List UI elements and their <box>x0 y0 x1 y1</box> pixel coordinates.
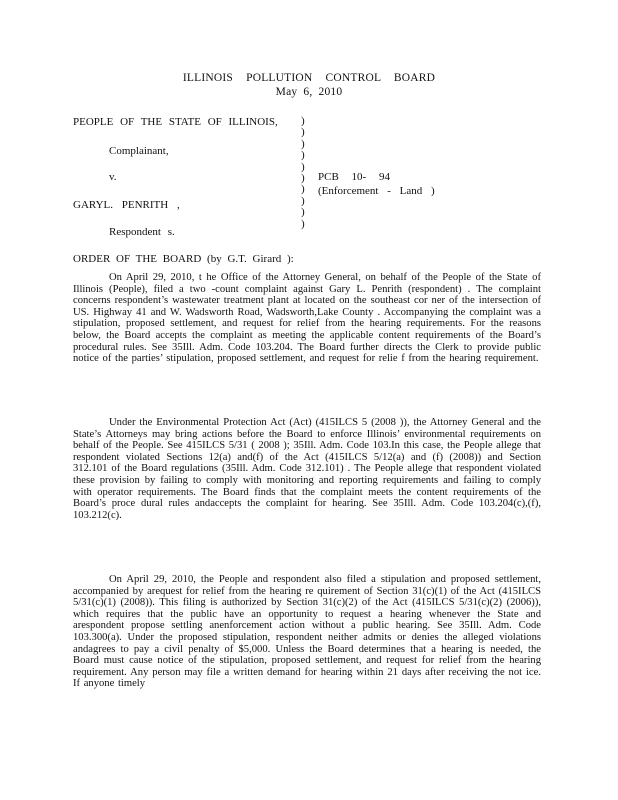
paragraph-3-text: On April 29, 2010, the People and respondent also filed a stipulation and proposed settlement, accompanied by arequest for relief from the hearing re quirement of Section 31(c)(1) of the Act (415ILCS 5/31(c)(1) (2008)). This filing is authorized by Section 31(c)(2) of the Act (415ILCS 5/31(c)(2) (2006)), which requires that the public have an opportunity to request a hearing whenever the State and arespondent propose settling anenforcement action without a public hearing. See 35Ill. Adm. Code 103.300(a). Under the proposed stipulation, respondent neither admits or denies the alleged violations andagrees to pay a civil penalty of $5,000. Unless the Board determines that a hearing is needed, the Board must cause notice of the stipulation, proposed settlement, and request for relief from the hearing requirement. Any person may file a written demand for hearing within 21 days after receiving the not ice. If anyone timely <box>73 574 541 690</box>
order-heading: ORDER OF THE BOARD (by G.T. Girard ): <box>73 253 294 265</box>
paragraph-1 <box>73 272 541 365</box>
board-title: ILLINOIS POLLUTION CONTROL BOARD <box>182 72 436 84</box>
case-type: (Enforcement - Land ) <box>318 185 435 197</box>
order-date: May 6, 2010 <box>275 86 343 98</box>
paragraph-2 <box>73 417 541 521</box>
paragraph-1-text: On April 29, 2010, t he Office of the Attorney General, on behalf of the People of the State of Illinois (People), filed a two -count complaint against Gary L. Penrith (respondent) . The complaint concerns respondent’s wastewater treatment plant at located on the southeast cor ner of the intersection of US. Highway 41 and W. Wadsworth Road, Wadsworth,Lake County . Accompanying the complaint was a stipulation, proposed settlement, and request for relief from the hearing requirements. For the reasons below, the Board accepts the complaint as meeting the applicable content requirements of the Board’s procedural rules. See 35Ill. Adm. Code 103.204. The Board further directs the Clerk to provide public notice of the parties’ stipulation, proposed settlement, and request for relie f from the hearing requirement. <box>73 272 541 365</box>
caption-respondent: Respondent s. <box>109 226 175 238</box>
caption-defendant: GARYL. PENRITH , <box>73 199 180 211</box>
paragraph-3 <box>73 574 541 690</box>
caption-parentheses: ) ) ) ) ) ) ) ) ) ) <box>301 115 305 230</box>
case-number: PCB 10- 94 <box>318 171 390 183</box>
caption-complainant: Complainant, <box>109 145 169 157</box>
caption-plaintiff: PEOPLE OF THE STATE OF ILLINOIS, <box>73 116 278 128</box>
caption-versus: v. <box>109 171 117 183</box>
paragraph-2-text: Under the Environmental Protection Act (Act) (415ILCS 5 (2008 )), the Attorney General and the State’s Attorneys may bring actions before the Board to enforce Illinois’ environmental requirements on behalf of the People. See 415ILCS 5/31 ( 2008 ); 35Ill. Adm. Code 103.In this case, the People allege that respondent violated Sections 12(a) and(f) of the Act (415ILCS 5/12(a) and (f) (2008)) and Section 312.101 of the Board regulations (35Ill. Adm. Code 312.101) . The People allege that respondent violated these provision by failing to comply with monitoring and reporting requirements and failing to comply with operator requirements. The Board finds that the complaint meets the content requirements of the Board’s proce dural rules andaccepts the complaint for hearing. See 35Ill. Adm. Code 103.204(c),(f), 103.212(c). <box>73 417 541 521</box>
